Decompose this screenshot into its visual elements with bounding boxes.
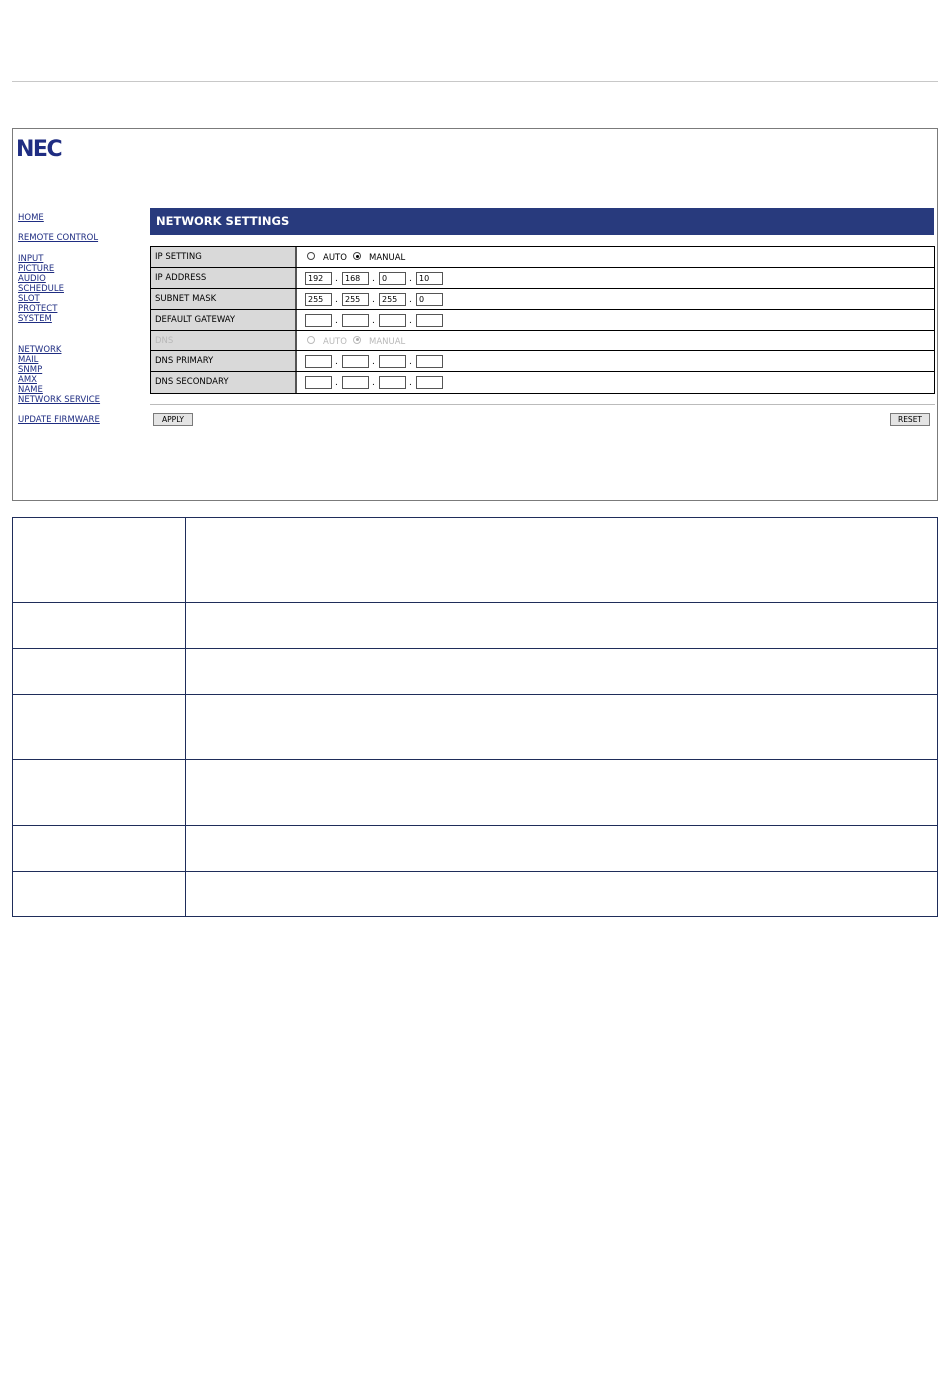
- dns-label: DNS: [151, 331, 297, 351]
- dns-primary-octet-2[interactable]: [342, 355, 369, 368]
- nav-snmp[interactable]: SNMP: [18, 365, 43, 375]
- nav-remote-control[interactable]: REMOTE CONTROL: [18, 233, 99, 243]
- dot-separator: .: [335, 378, 338, 389]
- gateway-octet-2[interactable]: [342, 314, 369, 327]
- dot-separator: .: [409, 294, 412, 305]
- dot-separator: .: [335, 273, 338, 284]
- nav-home[interactable]: HOME: [18, 213, 44, 223]
- apply-button[interactable]: APPLY: [153, 413, 193, 426]
- nav-audio[interactable]: AUDIO: [18, 274, 46, 284]
- dot-separator: .: [372, 378, 375, 389]
- table-row: [13, 649, 938, 695]
- row-ip-address: [151, 268, 934, 289]
- gateway-octet-1[interactable]: [305, 314, 332, 327]
- ip-manual-label: MANUAL: [369, 253, 406, 263]
- ip-setting-label: IP SETTING: [151, 247, 297, 267]
- description-table: [12, 517, 938, 917]
- dns-secondary-octet-2[interactable]: [342, 376, 369, 389]
- divider: [150, 404, 935, 405]
- row-dns-secondary: [151, 372, 934, 393]
- nav-input[interactable]: INPUT: [18, 254, 44, 264]
- dns-secondary-octet-3[interactable]: [379, 376, 406, 389]
- dot-separator: .: [372, 294, 375, 305]
- dot-separator: .: [372, 273, 375, 284]
- subnet-mask-octet-2[interactable]: 255: [342, 293, 369, 306]
- row-ip-setting: [151, 247, 934, 268]
- top-rule: [12, 81, 938, 82]
- browser-frame: [12, 128, 938, 501]
- dot-separator: .: [409, 378, 412, 389]
- nav-protect[interactable]: PROTECT: [18, 304, 58, 314]
- dns-primary-octet-4[interactable]: [416, 355, 443, 368]
- dns-secondary-label: DNS SECONDARY: [151, 372, 297, 393]
- subnet-mask-label: SUBNET MASK: [151, 289, 297, 309]
- ip-auto-radio[interactable]: [307, 252, 315, 260]
- nav-mail[interactable]: MAIL: [18, 355, 39, 365]
- dot-separator: .: [409, 357, 412, 368]
- dot-separator: .: [335, 315, 338, 326]
- dns-primary-octet-1[interactable]: [305, 355, 332, 368]
- gateway-octet-4[interactable]: [416, 314, 443, 327]
- table-row: [13, 826, 938, 872]
- table-row: [13, 695, 938, 760]
- dns-secondary-octet-4[interactable]: [416, 376, 443, 389]
- dns-auto-radio: [307, 336, 315, 344]
- dns-secondary-octet-1[interactable]: [305, 376, 332, 389]
- dot-separator: .: [409, 273, 412, 284]
- row-default-gateway: [151, 310, 934, 331]
- nec-logo: NEC: [16, 137, 62, 162]
- dot-separator: .: [372, 315, 375, 326]
- row-dns-primary: [151, 351, 934, 372]
- settings-grid: [150, 246, 935, 394]
- nav-amx[interactable]: AMX: [18, 375, 37, 385]
- nav-update-firmware[interactable]: UPDATE FIRMWARE: [18, 415, 100, 425]
- default-gateway-label: DEFAULT GATEWAY: [151, 310, 297, 330]
- nav-name[interactable]: NAME: [18, 385, 43, 395]
- nav-picture[interactable]: PICTURE: [18, 264, 55, 274]
- ip-address-octet-1[interactable]: 192: [305, 272, 332, 285]
- ip-auto-label: AUTO: [323, 253, 347, 263]
- reset-button[interactable]: RESET: [890, 413, 930, 426]
- dot-separator: .: [335, 294, 338, 305]
- dns-manual-radio: [353, 336, 361, 344]
- table-row: [13, 518, 938, 603]
- dns-primary-label: DNS PRIMARY: [151, 351, 297, 371]
- panel-title: NETWORK SETTINGS: [150, 208, 934, 235]
- nav-system[interactable]: SYSTEM: [18, 314, 52, 324]
- nav-network[interactable]: NETWORK: [18, 345, 62, 355]
- ip-manual-radio[interactable]: [353, 252, 361, 260]
- dns-auto-label: AUTO: [323, 336, 347, 347]
- subnet-mask-octet-3[interactable]: 255: [379, 293, 406, 306]
- ip-address-octet-4[interactable]: 10: [416, 272, 443, 285]
- dns-primary-octet-3[interactable]: [379, 355, 406, 368]
- dot-separator: .: [372, 357, 375, 368]
- gateway-octet-3[interactable]: [379, 314, 406, 327]
- nav-network-service[interactable]: NETWORK SERVICE: [18, 395, 101, 405]
- dns-manual-label: MANUAL: [369, 336, 406, 347]
- subnet-mask-octet-1[interactable]: 255: [305, 293, 332, 306]
- dot-separator: .: [409, 315, 412, 326]
- table-row: [13, 760, 938, 826]
- row-subnet-mask: [151, 289, 934, 310]
- table-row: [13, 872, 938, 917]
- subnet-mask-octet-4[interactable]: 0: [416, 293, 443, 306]
- row-dns: [151, 331, 934, 352]
- ip-address-label: IP ADDRESS: [151, 268, 297, 288]
- nav-schedule[interactable]: SCHEDULE: [18, 284, 64, 294]
- ip-address-octet-3[interactable]: 0: [379, 272, 406, 285]
- dot-separator: .: [335, 357, 338, 368]
- nav-slot[interactable]: SLOT: [18, 294, 40, 304]
- ip-address-octet-2[interactable]: 168: [342, 272, 369, 285]
- table-row: [13, 603, 938, 649]
